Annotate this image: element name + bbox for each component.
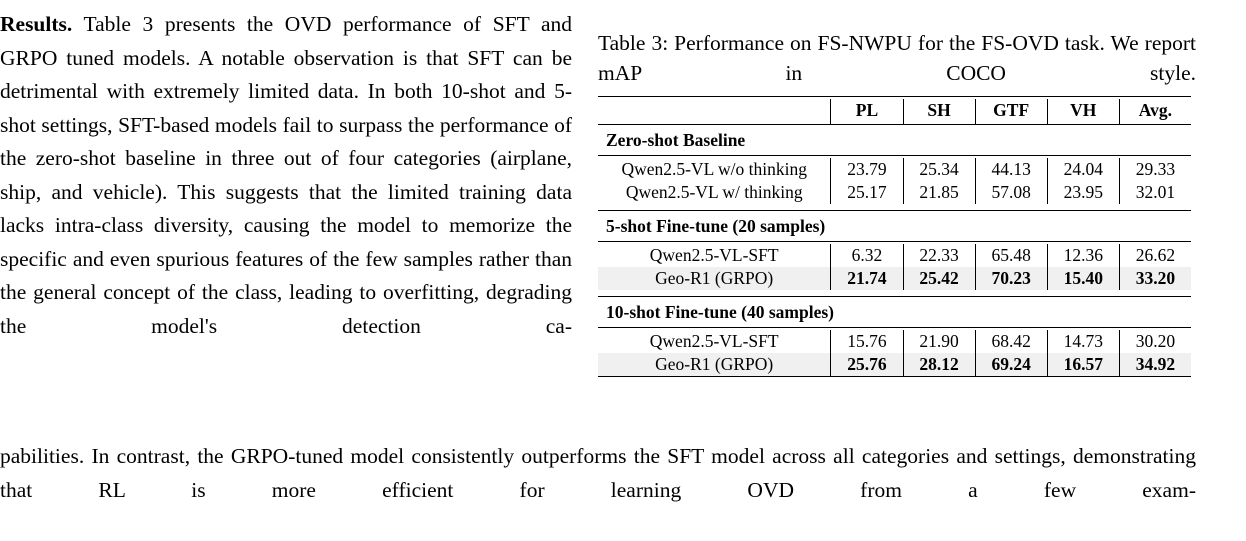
cell-sh: 21.85: [903, 181, 975, 204]
cell-gtf: 68.42: [975, 330, 1047, 353]
table-row: [598, 330, 1191, 353]
table-caption: Table 3: Performance on FS-NWPU for the FS-OVD task. We report mAP in COCO style.: [598, 31, 1196, 85]
cell-avg: 26.62: [1119, 244, 1191, 267]
results-paragraph: [0, 8, 572, 343]
cell-pl: 25.76: [831, 353, 903, 377]
cell-vh: 24.04: [1047, 158, 1119, 181]
table-row: [598, 158, 1191, 181]
group-heading-zero-shot: [598, 127, 1191, 155]
bottom-paragraph: pabilities. In contrast, the GRPO-tuned model consistently outperforms the SFT model across all categories and settings, demonstrating that RL is more efficient for learning OVD from a few exam-: [0, 444, 1196, 502]
cell-pl: 21.74: [831, 267, 903, 290]
results-runin-label: Results.: [0, 12, 73, 36]
results-paragraph-text: Table 3 presents the OVD performance of SFT and GRPO tuned models. A notable observation is that SFT can be detrimental with extremely limited data. In both 10-shot and 5-shot settings, SFT-based models fail to surpass the performance of the zero-shot baseline in three out of four categories (airplane, ship, and vehicle). This suggests that the limited training data lacks intra-class diversity, causing the model to memorize the specific and even spurious features of the few samples rather than the general concept of the class, leading to overfitting, degrading the model's detection ca-: [0, 12, 572, 338]
cell-gtf: 57.08: [975, 181, 1047, 204]
group-heading-10shot: [598, 299, 1191, 327]
cell-sh: 28.12: [903, 353, 975, 377]
column-header-gtf: GTF: [975, 99, 1047, 125]
table-header-row: [598, 99, 1191, 125]
cell-pl: 15.76: [831, 330, 903, 353]
cell-sh: 22.33: [903, 244, 975, 267]
column-header-sh: SH: [903, 99, 975, 125]
cell-sh: 21.90: [903, 330, 975, 353]
cell-avg: 32.01: [1119, 181, 1191, 204]
cell-avg: 29.33: [1119, 158, 1191, 181]
table-row: [598, 181, 1191, 204]
row-label: Qwen2.5-VL w/ thinking: [625, 182, 803, 203]
column-header-model: [598, 99, 831, 125]
column-header-avg: Avg.: [1119, 99, 1191, 125]
cell-sh: 25.42: [903, 267, 975, 290]
cell-pl: 23.79: [831, 158, 903, 181]
cell-vh: 12.36: [1047, 244, 1119, 267]
row-label: Geo-R1 (GRPO): [598, 353, 831, 377]
column-header-pl: PL: [831, 99, 903, 125]
cell-vh: 23.95: [1047, 181, 1119, 204]
cell-vh: 16.57: [1047, 353, 1119, 377]
cell-sh: 25.34: [903, 158, 975, 181]
group-heading-label: 5-shot Fine-tune (20 samples): [606, 216, 826, 237]
group-heading-label: Zero-shot Baseline: [606, 130, 746, 151]
cell-vh: 14.73: [1047, 330, 1119, 353]
right-column: [598, 28, 1196, 379]
group-heading-5shot: [598, 213, 1191, 241]
cell-pl: 6.32: [831, 244, 903, 267]
performance-table: [598, 96, 1191, 379]
column-header-vh: VH: [1047, 99, 1119, 125]
cell-pl: 25.17: [831, 181, 903, 204]
table-row: [598, 353, 1191, 377]
cell-gtf: 44.13: [975, 158, 1047, 181]
row-label: Geo-R1 (GRPO): [598, 267, 831, 290]
group-heading-label: 10-shot Fine-tune (40 samples): [606, 302, 834, 323]
table-row: [598, 244, 1191, 267]
row-label: Qwen2.5-VL w/o thinking: [621, 158, 807, 179]
table-row: [598, 267, 1191, 290]
row-label: Qwen2.5-VL-SFT: [649, 330, 779, 351]
cell-gtf: 65.48: [975, 244, 1047, 267]
table-bottom-rule: [598, 377, 1191, 380]
cell-avg: 33.20: [1119, 267, 1191, 290]
cell-gtf: 69.24: [975, 353, 1047, 377]
cell-avg: 34.92: [1119, 353, 1191, 377]
left-column: [0, 8, 572, 343]
row-label: Qwen2.5-VL-SFT: [649, 244, 779, 265]
cell-avg: 30.20: [1119, 330, 1191, 353]
cell-vh: 15.40: [1047, 267, 1119, 290]
cell-gtf: 70.23: [975, 267, 1047, 290]
